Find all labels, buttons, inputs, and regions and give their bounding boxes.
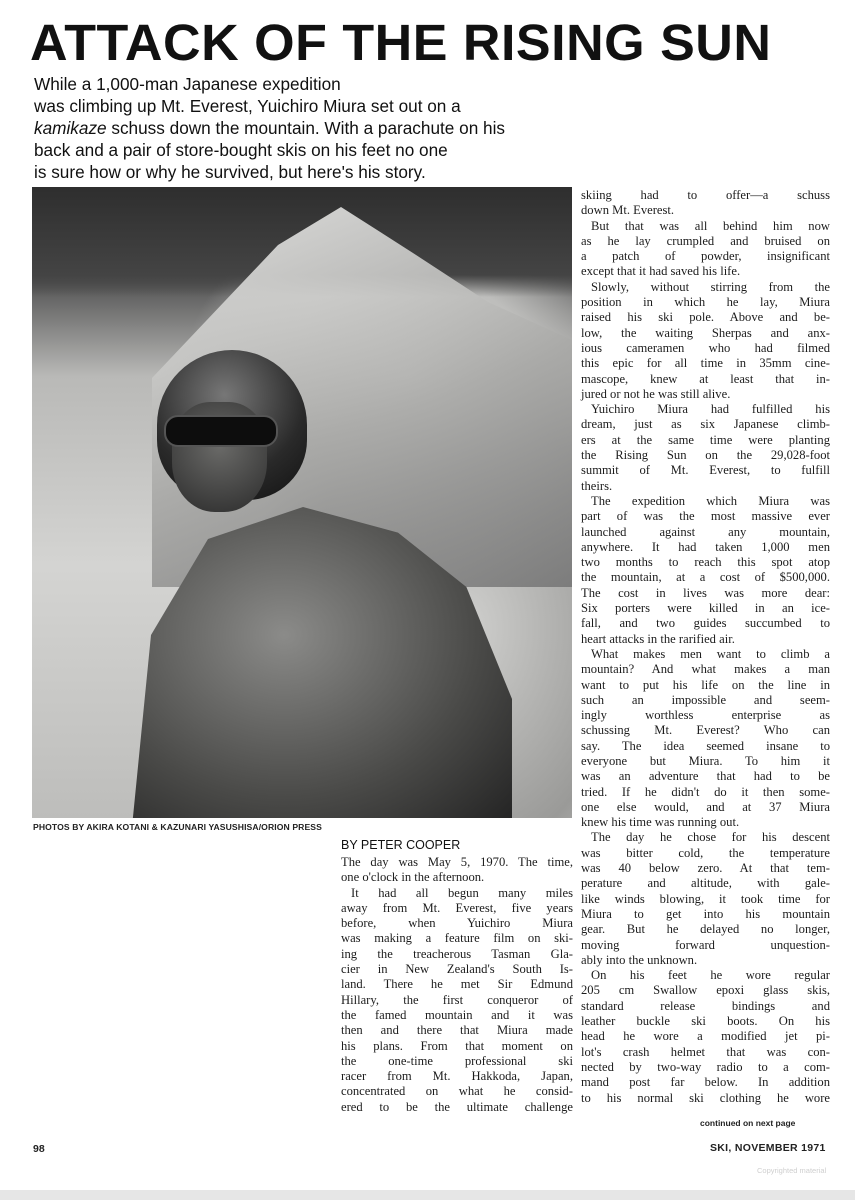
deck-line	[34, 117, 505, 139]
deck-line-rest: schuss down the mountain. With a parachute on his	[106, 118, 505, 138]
article-text-line: Miura to get into his mountain	[581, 906, 830, 921]
deck-subheading	[34, 73, 505, 183]
deck-line: back and a pair of store-bought skis on his feet no one	[34, 140, 448, 160]
photo-skier-on-everest	[32, 187, 572, 818]
byline: BY PETER COOPER	[341, 838, 461, 852]
article-text-line: ing the treacherous Tasman Gla-	[341, 946, 573, 961]
article-text-line: jured or not he was still alive.	[581, 386, 731, 401]
deck-line: While a 1,000-man Japanese expedition	[34, 74, 341, 94]
article-text-line: standard release bindings and	[581, 998, 830, 1013]
article-text-line: leather buckle ski boots. On his	[581, 1014, 830, 1029]
article-text-line: the one-time professional ski	[341, 1053, 573, 1068]
article-text-line: one o'clock in the afternoon.	[341, 870, 485, 885]
article-text-line: was bitter cold, the temperature	[581, 845, 830, 860]
article-text-line: the mountain, at a cost of $500,000.	[581, 570, 830, 585]
article-text-line: mascope, knew at least that in-	[581, 371, 830, 386]
page-number: 98	[33, 1143, 45, 1155]
article-text-line: head he wore a modified jet pi-	[581, 1029, 830, 1044]
article-text-line: like winds blowing, it took time for	[581, 891, 830, 906]
article-text-line: perature and altitude, with gale-	[581, 876, 830, 891]
article-text-line: ably into the unknown.	[581, 952, 698, 967]
deck-italic-word: kamikaze	[34, 118, 107, 138]
article-text-line: ious cameramen who had filmed	[581, 340, 830, 355]
article-text-line: part of was the most massive ever	[581, 509, 830, 524]
deck-line: was climbing up Mt. Everest, Yuichiro Miura set out on a	[34, 96, 461, 116]
article-text-line: skiing had to offer—a schuss	[581, 188, 830, 202]
article-text-line: theirs.	[581, 478, 613, 493]
article-text-line: as he lay crumpled and bruised on	[581, 233, 830, 248]
article-text-line: before, when Yuichiro Miura	[341, 916, 573, 931]
article-text-line: knew his time was running out.	[581, 815, 740, 830]
article-text-line: Hillary, the first conqueror of	[341, 992, 573, 1007]
article-text-line: the Rising Sun on the 29,028-foot	[581, 448, 830, 463]
article-text-line: The expedition which Miura was	[591, 493, 830, 508]
article-text-line: racer from Mt. Hakkoda, Japan,	[341, 1069, 573, 1084]
article-text-line: cier in New Zealand's South Is-	[341, 962, 573, 977]
article-text-line: ingly worthless enterprise as	[581, 708, 830, 723]
article-text-line: tried. If he didn't do it then some-	[581, 784, 830, 799]
article-text-line: What makes men want to climb a	[591, 646, 830, 661]
photo-goggles	[164, 415, 278, 447]
article-text-line: summit of Mt. Everest, to fulfill	[581, 463, 830, 478]
article-text-line: ered to be the ultimate challenge	[341, 1099, 573, 1114]
article-column-right	[581, 188, 830, 1106]
bottom-bar	[0, 1190, 855, 1200]
article-text-line: was making a feature film on ski-	[341, 931, 573, 946]
article-text-line: The day he chose for his descent	[591, 830, 830, 845]
article-text-line: The cost in lives was more dear:	[581, 585, 830, 600]
article-text-line: heart attacks in the rarified air.	[581, 631, 735, 646]
article-text-line: the famed mountain and it was	[341, 1007, 573, 1022]
article-column-left	[341, 855, 573, 1115]
article-text-line: say. The idea seemed insane to	[581, 738, 830, 753]
headline: ATTACK OF THE RISING SUN	[30, 14, 772, 71]
article-text-line: such an impossible and seem-	[581, 692, 830, 707]
article-text-line: gear. But he delayed no longer,	[581, 922, 830, 937]
article-text-line: launched against any mountain,	[581, 524, 830, 539]
article-text-line: two months to reach this spot atop	[581, 555, 830, 570]
article-text-line: everyone but Miura. To him it	[581, 753, 830, 768]
article-text-line: raised his ski pole. Above and be-	[581, 310, 830, 325]
article-text-line: But that was all behind him now	[591, 218, 830, 233]
article-text-line: away from Mt. Everest, five years	[341, 900, 573, 915]
article-text-line: fall, and two guides succumbed to	[581, 616, 830, 631]
article-text-line: except that it had saved his life.	[581, 264, 741, 279]
continued-note: continued on next page	[700, 1118, 796, 1128]
article-text-line: his plans. From that moment on	[341, 1038, 573, 1053]
article-text-line: schussing Mt. Everest? Who can	[581, 723, 830, 738]
article-text-line: concentrated on what he consid-	[341, 1084, 573, 1099]
copyright-watermark: Copyrighted material	[757, 1166, 827, 1175]
article-text-line: one else would, and at 37 Miura	[581, 799, 830, 814]
article-text-line: The day was May 5, 1970. The time,	[341, 855, 573, 869]
article-text-line: mountain? And what makes a man	[581, 662, 830, 677]
article-text-line: then and there that Miura made	[341, 1023, 573, 1038]
article-text-line: land. There he met Sir Edmund	[341, 977, 573, 992]
article-text-line: low, the waiting Sherpas and anx-	[581, 325, 830, 340]
article-text-line: On his feet he wore regular	[591, 968, 830, 983]
article-text-line: want to put his life on the line in	[581, 677, 830, 692]
article-text-line: anywhere. It had taken 1,000 men	[581, 539, 830, 554]
article-text-line: down Mt. Everest.	[581, 203, 675, 218]
article-text-line: position in which he lay, Miura	[581, 295, 830, 310]
article-text-line: was an adventure that had to be	[581, 769, 830, 784]
article-text-line: Six porters were killed in an ice-	[581, 601, 830, 616]
article-text-line: a patch of powder, insignificant	[581, 249, 830, 264]
article-text-line: was 40 below zero. At that tem-	[581, 861, 830, 876]
article-text-line: Yuichiro Miura had fulfilled his	[591, 402, 830, 417]
article-text-line: dream, just as six Japanese climb-	[581, 417, 830, 432]
article-text-line: to his normal ski clothing he wore	[581, 1090, 830, 1105]
article-text-line: mand post far below. In addition	[581, 1075, 830, 1090]
article-text-line: ers at the same time were planting	[581, 432, 830, 447]
article-text-line: Slowly, without stirring from the	[591, 279, 830, 294]
article-text-line: It had all begun many miles	[351, 885, 573, 900]
article-text-line: 205 cm Swallow epoxi glass skis,	[581, 983, 830, 998]
photo-credit: PHOTOS BY AKIRA KOTANI & KAZUNARI YASUSHISA/ORION PRESS	[33, 822, 322, 832]
article-text-line: moving forward unquestion-	[581, 937, 830, 952]
article-text-line: this epic for all time in 35mm cine-	[581, 356, 830, 371]
article-text-line: lot's crash helmet that was con-	[581, 1044, 830, 1059]
deck-line: is sure how or why he survived, but here's his story.	[34, 162, 426, 182]
article-text-line: nected by two-way radio to a com-	[581, 1059, 830, 1074]
issue-footer: SKI, NOVEMBER 1971	[710, 1142, 826, 1154]
